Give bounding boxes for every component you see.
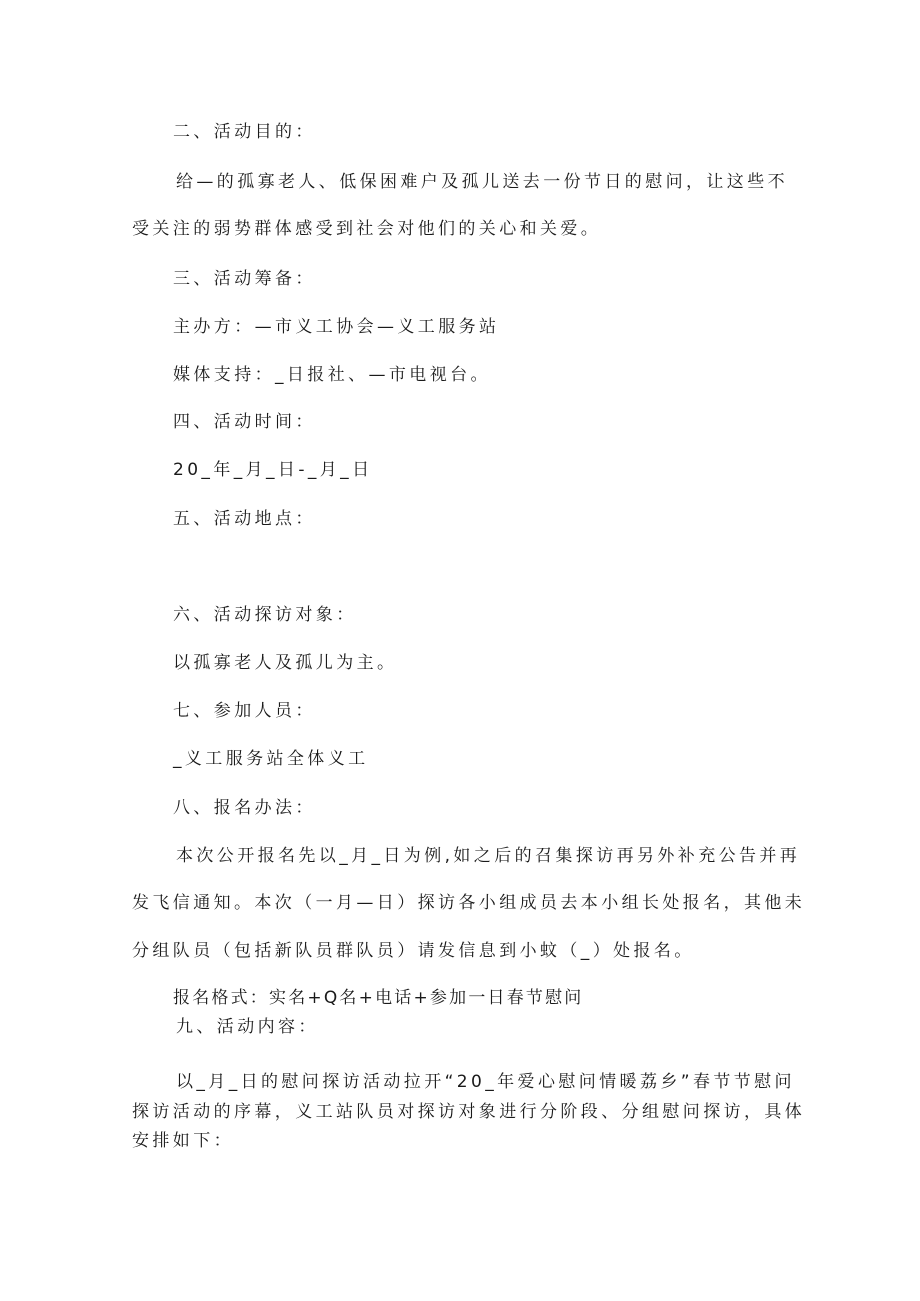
content-paragraph-line-3: 安排如下： xyxy=(132,1131,234,1151)
content-paragraph-line-2: 探访活动的序幕，义工站队员对探访对象进行分阶段、分组慰问探访，具体 xyxy=(132,1102,806,1122)
section-heading-visit-targets: 六、活动探访对象： xyxy=(173,605,357,625)
content-paragraph-line-1: 以_月_日的慰问探访活动拉开“20_年爱心慰问情暖荔乡”春节节慰问 xyxy=(176,1072,795,1092)
section-heading-content: 九、活动内容： xyxy=(176,1017,319,1037)
organizer-line: 主办方：—市义工协会—义工服务站 xyxy=(173,317,500,337)
media-support-line: 媒体支持：_日报社、—市电视台。 xyxy=(173,365,491,385)
registration-paragraph-line-2: 发飞信通知。本次（一月—日）探访各小组成员去本小组长处报名，其他未 xyxy=(132,893,806,913)
registration-paragraph-line-3: 分组队员（包括新队员群队员）请发信息到小蚊（_）处报名。 xyxy=(132,941,695,961)
participants-line: _义工服务站全体义工 xyxy=(173,749,369,769)
section-heading-participants: 七、参加人员： xyxy=(173,701,316,721)
registration-paragraph-line-1: 本次公开报名先以_月_日为例,如之后的召集探访再另外补充公告并再 xyxy=(176,846,801,866)
registration-format-line: 报名格式：实名+Q名+电话+参加一日春节慰问 xyxy=(173,988,584,1008)
section-heading-location: 五、活动地点： xyxy=(173,509,316,529)
paragraph-purpose-line-1: 给—的孤寡老人、低保困难户及孤儿送去一份节日的慰问，让这些不 xyxy=(176,172,788,192)
section-heading-preparation: 三、活动筹备： xyxy=(173,269,316,289)
section-heading-registration: 八、报名办法： xyxy=(173,798,316,818)
section-heading-time: 四、活动时间： xyxy=(173,412,316,432)
time-line: 20_年_月_日-_月_日 xyxy=(173,460,373,480)
paragraph-purpose-line-2: 受关注的弱势群体感受到社会对他们的关心和关爱。 xyxy=(132,219,602,239)
visit-targets-line: 以孤寡老人及孤儿为主。 xyxy=(173,653,398,673)
section-heading-purpose: 二、活动目的： xyxy=(173,122,316,142)
